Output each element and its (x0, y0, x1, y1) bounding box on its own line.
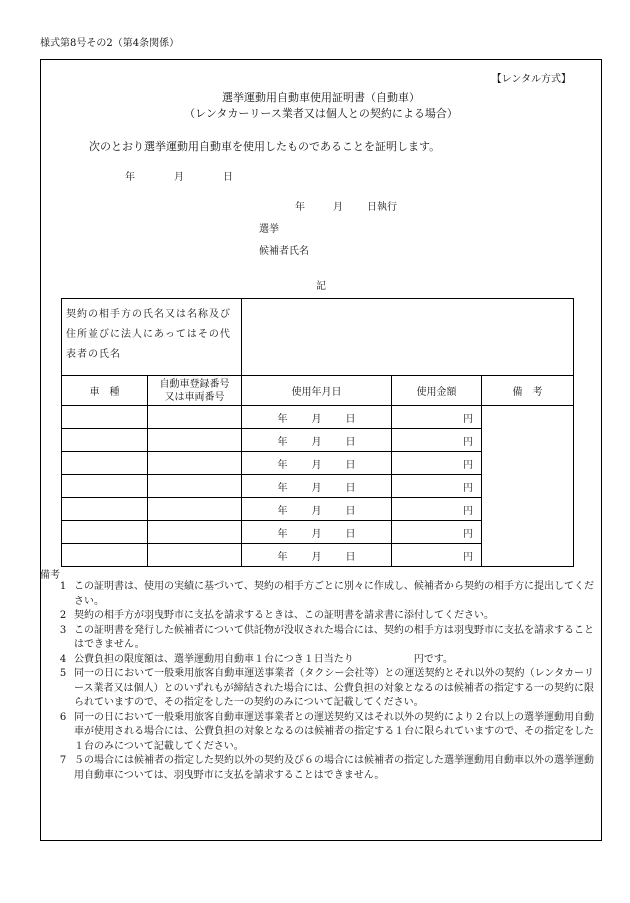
note-item (58, 653, 594, 668)
registration-number-cell[interactable] (148, 429, 242, 452)
header-use-date: 使用年月日 (242, 376, 392, 406)
header-registration-number-line1: 自動車登録番号 (159, 378, 230, 390)
use-date-year-label: 年 (277, 459, 288, 471)
table-header-row (62, 376, 574, 406)
note-item (58, 711, 594, 755)
note-text: 公費負担の限度額は、選挙運動用自動車１台につき１日当たり 円です。 (74, 653, 453, 665)
note-number: 1 (59, 581, 67, 592)
car-type-cell[interactable] (62, 406, 148, 429)
car-type-cell[interactable] (62, 452, 148, 475)
car-type-cell[interactable] (62, 544, 148, 567)
exec-year-label: 年 (295, 202, 305, 213)
use-date-year-label: 年 (277, 528, 288, 540)
form-number-label: 様式第8号その2（第4条関係） (40, 38, 180, 49)
rental-type-label: 【レンタル方式】 (491, 74, 571, 85)
use-date-day-label: 日 (345, 551, 356, 563)
use-date-day-label: 日 (345, 505, 356, 517)
election-label: 選挙 (259, 224, 279, 235)
use-date-month-label: 月 (311, 436, 322, 448)
note-number: 4 (59, 653, 67, 665)
note-text: 同一の日において一般乗用旅客自動車運送事業者との運送契約又はそれ以外の契約により２台以上の選挙運動用自動車が使用される場合には、公費負担の対象となるのは候補者の指定する１台に限られていますので、その指定をした１台のみについて記載してください。 (74, 711, 594, 752)
use-date-day-label: 日 (345, 436, 356, 448)
header-registration-number-line2: 又は車両番号 (164, 391, 225, 403)
use-date-day-label: 日 (345, 413, 356, 425)
note-text: 同一の日において一般乗用旅客自動車運送事業者（タクシー会社等）との運送契約とそれ以外の契約（レンタカーリース業者又は個人）とのいずれもが締結された場合には、公費負担の対象となるのは候補者の指定する一の契約に限られていますので、その指定をした一の契約のみについて記載してください。 (74, 668, 594, 708)
use-date-cell[interactable] (242, 544, 392, 567)
yen-label: 円 (463, 459, 473, 471)
use-date-cell[interactable] (242, 429, 392, 452)
use-date-year-label: 年 (277, 436, 288, 448)
usage-table (61, 298, 574, 567)
header-car-type: 車 種 (62, 376, 148, 406)
use-date-month-label: 月 (311, 528, 322, 540)
table-row (62, 406, 574, 429)
use-date-year-label: 年 (277, 482, 288, 494)
use-date-day-label: 日 (345, 482, 356, 494)
amount-cell[interactable] (392, 475, 482, 498)
use-date-year-label: 年 (277, 505, 288, 517)
yen-label: 円 (463, 436, 473, 448)
registration-number-cell[interactable] (148, 475, 242, 498)
ki-label: 記 (316, 281, 326, 292)
header-amount: 使用金額 (392, 376, 482, 406)
use-date-month-label: 月 (311, 459, 322, 471)
notes-heading: 備考 (40, 570, 60, 581)
amount-cell[interactable] (392, 544, 482, 567)
use-date-year-label: 年 (277, 551, 288, 563)
registration-number-cell[interactable] (148, 498, 242, 521)
amount-cell[interactable] (392, 521, 482, 544)
use-date-month-label: 月 (311, 505, 322, 517)
amount-cell[interactable] (392, 406, 482, 429)
date-year-label: 年 (125, 172, 135, 183)
car-type-cell[interactable] (62, 521, 148, 544)
registration-number-cell[interactable] (148, 544, 242, 567)
note-text: この証明書を発行した候補者について供託物が没収された場合には、契約の相手方は羽曳野市に支払を請求することはできません。 (74, 624, 594, 650)
use-date-cell[interactable] (242, 475, 392, 498)
note-number: 3 (59, 624, 67, 636)
note-number: 7 (59, 755, 67, 766)
note-text: この証明書は、使用の実績に基づいて、契約の相手方ごとに別々に作成し、候補者から契約の相手方に提出してください。 (74, 581, 594, 607)
contract-party-field[interactable] (242, 299, 574, 376)
use-date-cell[interactable] (242, 452, 392, 475)
contract-party-row (62, 299, 574, 376)
use-date-cell[interactable] (242, 406, 392, 429)
use-date-month-label: 月 (311, 551, 322, 563)
amount-cell[interactable] (392, 498, 482, 521)
car-type-cell[interactable] (62, 475, 148, 498)
use-date-month-label: 月 (311, 482, 322, 494)
notes-list (58, 580, 594, 783)
date-day-label: 日 (223, 172, 233, 183)
yen-label: 円 (463, 505, 473, 517)
registration-number-cell[interactable] (148, 521, 242, 544)
yen-label: 円 (463, 413, 473, 425)
document-title: 選挙運動用自動車使用証明書（自動車） (222, 91, 420, 104)
use-date-cell[interactable] (242, 521, 392, 544)
date-month-label: 月 (174, 172, 184, 183)
use-date-day-label: 日 (345, 528, 356, 540)
registration-number-cell[interactable] (148, 406, 242, 429)
contract-party-label: 契約の相手方の氏名又は名称及び住所並びに法人にあってはその代表者の氏名 (62, 299, 242, 376)
remarks-cell[interactable] (482, 406, 574, 567)
document-subtitle: （レンタカーリース業者又は個人との契約による場合） (184, 107, 458, 120)
note-text: 契約の相手方が羽曳野市に支払を請求するときは、この証明書を請求書に添付してください。 (74, 610, 494, 621)
note-number: 2 (59, 610, 67, 621)
yen-label: 円 (463, 482, 473, 494)
use-date-cell[interactable] (242, 498, 392, 521)
exec-month-label: 月 (333, 202, 343, 213)
candidate-name-label: 候補者氏名 (259, 246, 309, 257)
note-text: ５の場合には候補者の指定した契約以外の契約及び６の場合には候補者の指定した選挙運動用自動車以外の選挙運動用自動車については、羽曳野市に支払を請求することはできません。 (74, 755, 594, 781)
note-number: 5 (59, 668, 67, 679)
exec-day-label: 日執行 (367, 202, 397, 213)
note-item (58, 754, 594, 783)
registration-number-cell[interactable] (148, 452, 242, 475)
car-type-cell[interactable] (62, 498, 148, 521)
table-body (62, 406, 574, 567)
use-date-month-label: 月 (311, 413, 322, 425)
note-number: 6 (59, 711, 67, 723)
yen-label: 円 (463, 551, 473, 563)
note-item (58, 580, 594, 609)
use-date-year-label: 年 (277, 413, 288, 425)
header-registration-number (148, 376, 242, 406)
amount-cell[interactable] (392, 452, 482, 475)
certification-statement: 次のとおり選挙運動用自動車を使用したものであることを証明します。 (89, 140, 441, 153)
amount-cell[interactable] (392, 429, 482, 452)
note-item (58, 667, 594, 711)
header-remarks: 備 考 (482, 376, 574, 406)
car-type-cell[interactable] (62, 429, 148, 452)
note-item (58, 609, 594, 624)
yen-label: 円 (463, 528, 473, 540)
use-date-day-label: 日 (345, 459, 356, 471)
note-item (58, 624, 594, 653)
